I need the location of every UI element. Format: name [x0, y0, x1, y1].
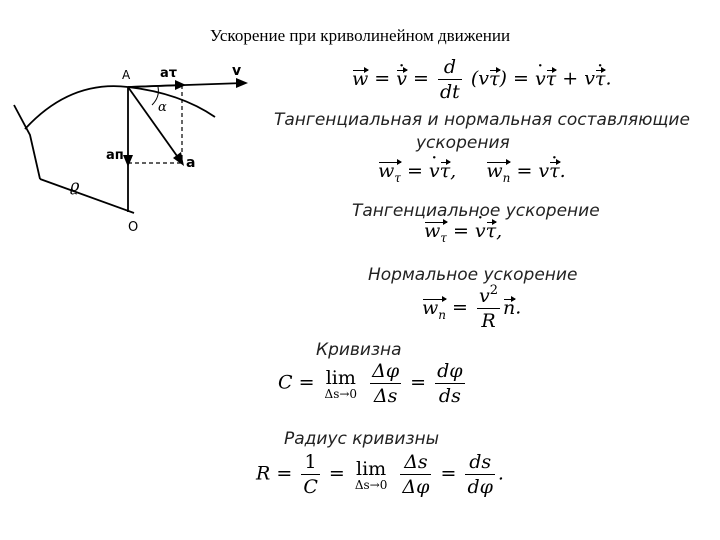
- total-vector: [128, 87, 182, 163]
- caption-components-2: ускорения: [416, 133, 510, 153]
- page-title: Ускорение при криволинейном движении: [209, 26, 511, 45]
- radius-label: ϱ: [70, 176, 80, 195]
- normal-label: aп: [106, 148, 124, 163]
- components-formula: $w_\tau$ = · vτ, $w_n = v\cdot \tau$.: [378, 160, 566, 185]
- caption-curvature: Кривизна: [316, 340, 402, 360]
- acceleration-definition: w = · v = $\frac{d}{dt}$ (vτ) = · vτ + v· τ.: [352, 56, 611, 103]
- caption-normal: Нормальное ускорение: [368, 265, 578, 285]
- caption-radius: Радиус кривизны: [284, 429, 440, 449]
- acceleration-diagram: [0, 55, 270, 255]
- angle-label: α: [158, 100, 167, 115]
- point-label: A: [122, 68, 131, 82]
- radius-formula: R = $\frac{1}{C}$ = lim Δs→0 $\frac{\Delta s}{\Delta\varphi}$ = $\frac{ds}{d\varphi}$ .: [256, 451, 504, 498]
- normal-arrowhead: [123, 155, 133, 167]
- tangential-formula: $w_\tau$ = · vτ,: [424, 220, 502, 245]
- velocity-arrowhead: [236, 78, 248, 88]
- velocity-label: v: [232, 63, 242, 79]
- radius-line: [40, 179, 134, 213]
- tangential-label: aτ: [160, 66, 178, 81]
- tangential-vector: [128, 85, 182, 87]
- center-label: O: [128, 220, 139, 235]
- tangential-arrowhead: [175, 80, 186, 90]
- normal-formula: $w_n$ = $\frac{v^2}{R}$ n.: [422, 283, 522, 332]
- caption-tangential: Тангенциальное ускорение: [352, 201, 600, 221]
- trajectory-arc: [25, 86, 215, 129]
- caption-components: Тангенциальная и нормальная составляющие: [274, 110, 690, 130]
- curvature-formula: C = lim Δs→0 $\frac{\Delta\varphi}{\Delta s}$ = $\frac{d\varphi}{ds}$: [278, 360, 463, 407]
- w-vector: w: [352, 67, 369, 90]
- total-label: a: [186, 155, 196, 171]
